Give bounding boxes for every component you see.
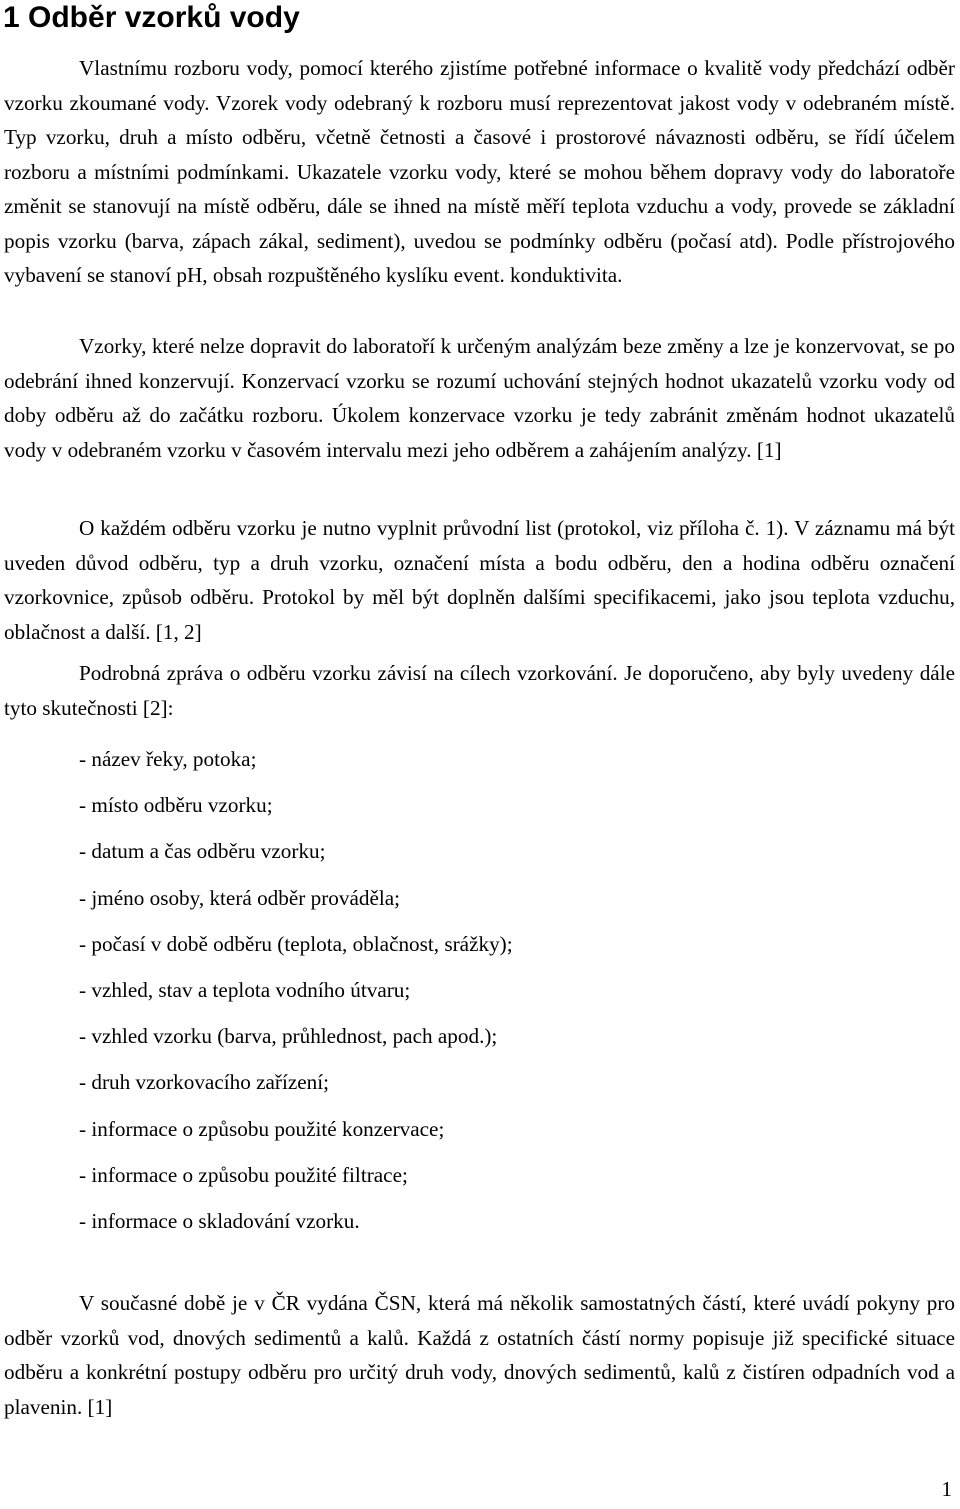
list-item: - místo odběru vzorku; xyxy=(79,793,273,818)
list-item: - jméno osoby, která odběr prováděla; xyxy=(79,885,401,910)
list-item: - informace o způsobu použité konzervace; xyxy=(79,1116,445,1141)
paragraph-report-intro: Podrobná zpráva o odběru vzorku závisí na cílech vzorkování. Je doporučeno, aby byly uvedeny dále tyto skutečnosti [2]: xyxy=(4,661,955,720)
report-items-list xyxy=(79,736,513,1244)
list-item: - vzhled vzorku (barva, průhlednost, pach apod.); xyxy=(79,1024,498,1049)
paragraph-sampling-intro: Vlastnímu rozboru vody, pomocí kterého zjistíme potřebné informace o kvalitě vody předchází odběr vzorku zkoumané vody. Vzorek vody odebraný k rozboru musí reprezentovat jakost vody v odebraném místě. Typ vzorku, druh a místo odběru, včetně četnosti a časové i prostorové návaznosti odběru, se řídí účelem rozboru a místními podmínkami. Ukazatele vzorku vody, které se mohou během dopravy vody do laboratoře změnit se stanovují na místě odběru, dále se ihned na místě měří teplota vzduchu a vody, provede se základní popis vzorku (barva, zápach zákal, sediment), uvedou se podmínky odběru (počasí atd). Podle přístrojového vybavení se stanoví pH, obsah rozpuštěného kyslíku event. konduktivita. xyxy=(4,56,955,287)
list-item: - vzhled, stav a teplota vodního útvaru; xyxy=(79,978,411,1003)
list-item: - počasí v době odběru (teplota, oblačnost, srážky); xyxy=(79,931,513,956)
list-item: - informace o skladování vzorku. xyxy=(79,1209,360,1234)
section-heading: 1 Odběr vzorků vody xyxy=(3,1,300,34)
paragraph-conservation: Vzorky, které nelze dopravit do laboratoří k určeným analýzám beze změny a lze je konzervovat, se po odebrání ihned konzervují. Konzervací vzorku se rozumí uchování stejných hodnot ukazatelů vzorku vody od doby odběru až do začátku rozboru. Úkolem konzervace vzorku je tedy zabránit změnám hodnot ukazatelů vody v odebraném vzorku v časovém intervalu mezi jeho odběrem a zahájením analýzy. [1] xyxy=(4,334,955,462)
paragraph-csn-standard: V současné době je v ČR vydána ČSN, která má několik samostatných částí, které uvádí pokyny pro odběr vzorků vod, dnových sedimentů a kalů. Každá z ostatních částí normy popisuje již specifické situace odběru a konkrétní postupy odběru pro určitý druh vody, dnových sedimentů, kalů z čistíren odpadních vod a plavenin. [1] xyxy=(4,1291,955,1419)
paragraph-protocol: O každém odběru vzorku je nutno vyplnit průvodní list (protokol, viz příloha č. 1). V záznamu má být uveden důvod odběru, typ a druh vzorku, označení místa a bodu odběru, den a hodina odběru označení vzorkovnice, způsob odběru. Protokol by měl být doplněn dalšími specifikacemi, jako jsou teplota vzduchu, oblačnost a další. [1, 2] xyxy=(4,516,955,644)
list-item: - datum a čas odběru vzorku; xyxy=(79,839,326,864)
list-item: - název řeky, potoka; xyxy=(79,747,257,771)
list-item: - informace o způsobu použité filtrace; xyxy=(79,1162,408,1187)
list-item: - druh vzorkovacího zařízení; xyxy=(79,1070,330,1095)
page-number: 1 xyxy=(941,1477,952,1501)
